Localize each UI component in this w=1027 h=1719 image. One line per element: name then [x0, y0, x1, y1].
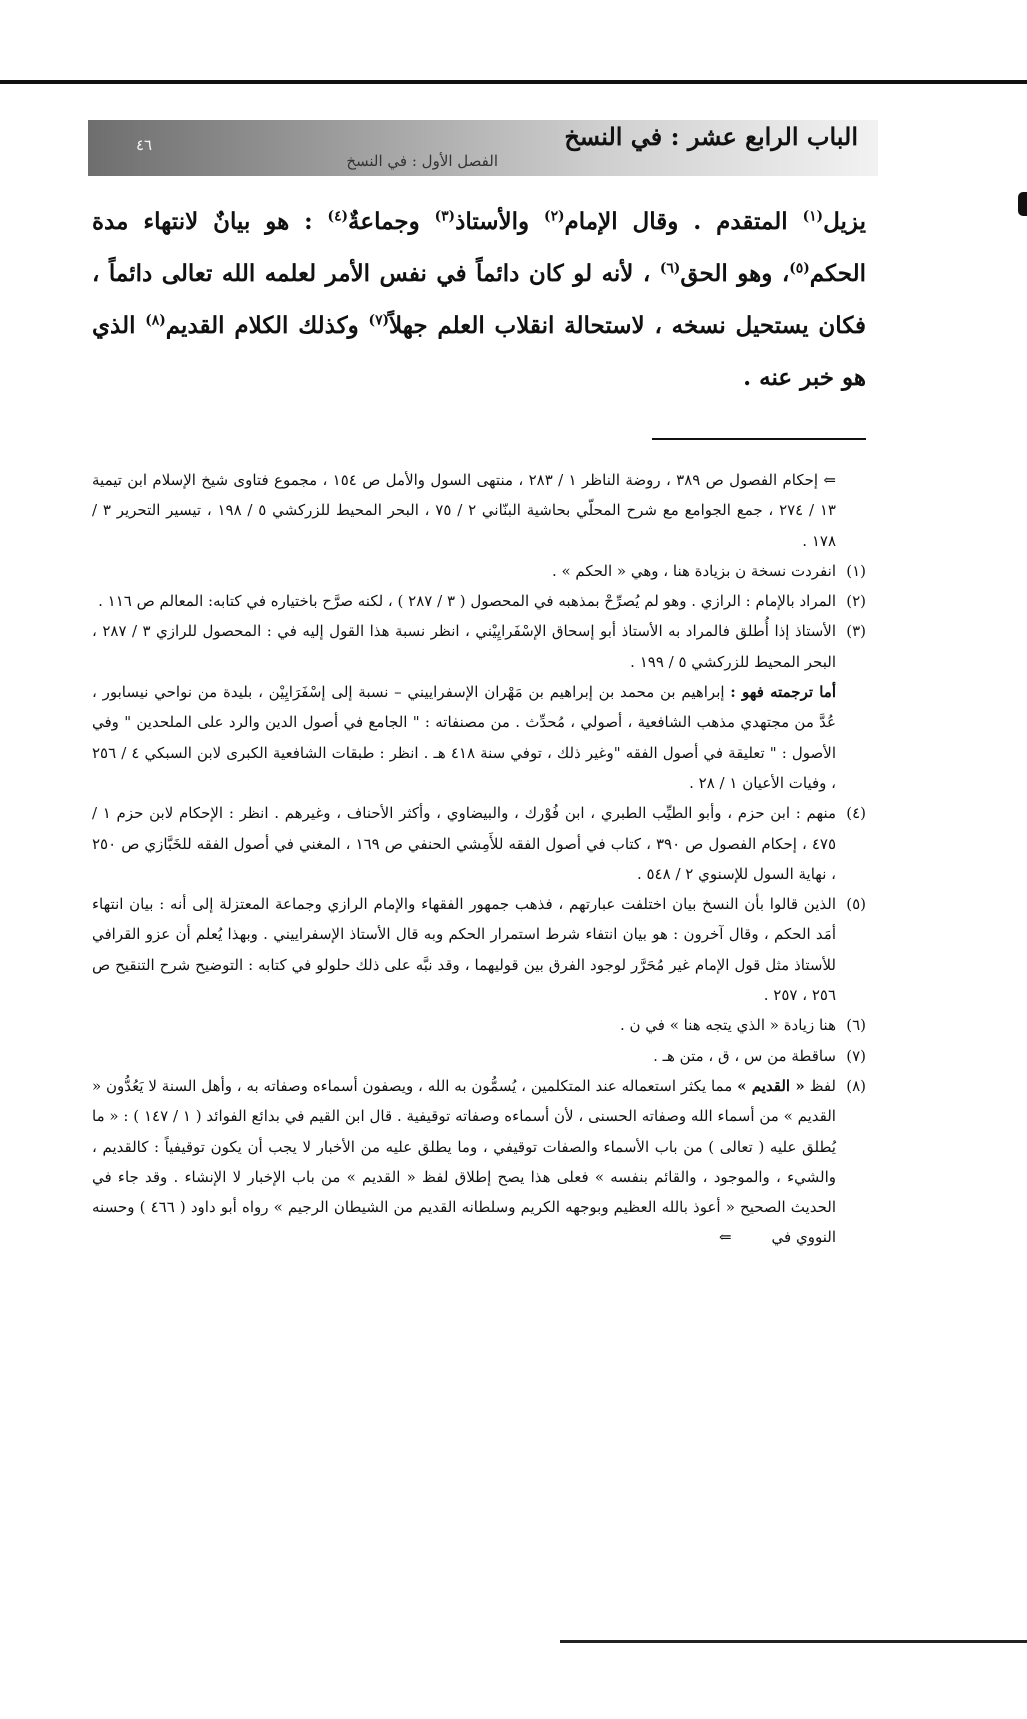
continued-arrow-icon: ⇐: [718, 1228, 732, 1247]
footnote-2: (٢) المراد بالإمام : الرازي . وهو لم يُصرِّحْ بمذهبه في المحصول ( ٣ / ٢٨٧ ) ، لكنه صرَّح باختياره في كتابه: المعالم ص ١١٦ .: [92, 586, 866, 616]
footnotes: [92, 465, 866, 1253]
footnote-number: (٥): [846, 895, 866, 914]
footnote-number: (٢): [846, 592, 866, 611]
footnote-3: (٣) الأستاذ إذا أُطلق فالمراد به الأستاذ أبو إسحاق الإسْفَرايِيْني ، انظر نسبة هذا القول إليه في : المحصول للرازي ٣ / ٢٨٧ ، البحر المحيط للزركشي ٥ / ١٩٩ .: [92, 616, 866, 677]
chapter-title: الباب الرابع عشر : في النسخ: [564, 122, 858, 151]
footnote-number: (٦): [846, 1016, 866, 1035]
footnote-6: (٦) هنا زيادة « الذي يتجه هنا » في ن .: [92, 1010, 866, 1040]
footnote-7: (٧) ساقطة من س ، ق ، متن هـ .: [92, 1041, 866, 1071]
footnote-ref[interactable]: (٨): [145, 312, 166, 329]
footnote-ref[interactable]: (٦): [659, 260, 681, 277]
footnote-number: (٧): [846, 1046, 866, 1065]
running-header: [88, 120, 878, 176]
footnote-8: (٨) لفظ « القديم » مما يكثر استعماله عند المتكلمين ، يُسمُّون به الله ، ويصفون أسماءه وصفاته به ، وأهل السنة لا يَعُدُّون « القديم » من أسماء الله وصفاته الحسنى ، لأن أسماءه وصفاته توقيفية . قال ابن القيم في بدائع الفوائد ( ١ / ١٤٧ ) : « ما يُطلق عليه ( تعالى ) من باب الأسماء والصفات توقيفي ، وما يطلق عليه من الأخبار لا يجب أن يكون توقيفياً : كالقديم ، والشيء ، والموجود ، والقائم بنفسه » فعلى هذا يصح إطلاق لفظ « القديم » من باب الإخبار لا الإنشاء . وقد جاء في الحديث الصحيح « أعوذ بالله العظيم وبوجهه الكريم وسلطانه القديم من الشيطان الرجيم » رواه أبو داود ( ٤٦٦ ) وحسنه النووي في⇐: [92, 1071, 866, 1253]
bottom-rule: [560, 1640, 1027, 1643]
footnote-4: (٤) منهم : ابن حزم ، وأبو الطيِّب الطبري ، ابن فُوْرك ، والبيضاوي ، وأكثر الأحناف ، وغيرهم . انظر : الإحكام لابن حزم ١ / ٤٧٥ ، إحكام الفصول ص ٣٩٠ ، كتاب في أصول الفقه للأَمِشي الحنفي ص ١٦٩ ، المغني في أصول الفقه للخَبَّازي ص ٢٥٠ ، نهاية السول للإسنوي ٢ / ٥٤٨ .: [92, 798, 866, 889]
footnote-ref[interactable]: (٣): [434, 208, 456, 225]
footnote-number: (٨): [846, 1076, 866, 1095]
footnote-separator: [652, 438, 866, 440]
footnote-ref[interactable]: (٥): [789, 260, 810, 277]
page-number: ٤٦: [136, 136, 153, 154]
top-rule: [0, 80, 1027, 84]
footnote-ref[interactable]: (١): [802, 208, 824, 225]
footnote-ref[interactable]: (٤): [327, 208, 349, 225]
section-title: الفصل الأول : في النسخ: [346, 152, 498, 170]
page-edge-mark: [1018, 192, 1027, 216]
footnote-number: (٣): [846, 622, 866, 641]
main-paragraph: يزيل$^{(١)}$ المتقدم . وقال الإمام$^{(٢)}$ والأستاذ$^{(٣)}$ وجماعةٌ$^{(٤)}$ : هو بيانٌ لانتهاء مدة الحكم$^{(٥)}$، وهو الحق$^{(٦)}$ ، لأنه لو كان دائماً في نفس الأمر لعلمه الله تعالى دائماً ، فكان يستحيل نسخه ، لاستحالة انقلاب العلم جهلاً$^{(٧)}$ وكذلك الكلام القديم$^{(٨)}$ الذي هو خبر عنه .: [92, 208, 867, 391]
footnote-1: (١) انفردت نسخة ن بزيادة هنا ، وهي « الحكم » .: [92, 556, 866, 586]
biography-label: أما ترجمته فهو :: [730, 683, 836, 702]
footnote-number: (٤): [846, 804, 866, 823]
footnote-ref[interactable]: (٧): [368, 312, 390, 329]
footnote-ref[interactable]: (٢): [544, 208, 565, 225]
footnote-number: (١): [846, 561, 866, 580]
footnote-continuation: ⇐ إحكام الفصول ص ٣٨٩ ، روضة الناظر ١ / ٢٨٣ ، منتهى السول والأمل ص ١٥٤ ، مجموع فتاوى شيخ الإسلام ابن تيمية ١٣ / ٢٧٤ ، جمع الجوامع مع شرح المحلّي بحاشية البنّاني ٢ / ٧٥ ، البحر المحيط للزركشي ٥ / ١٩٨ ، تيسير التحرير ٣ / ١٧٨ .: [92, 471, 837, 550]
footnote-5: (٥) الذين قالوا بأن النسخ بيان اختلفت عبارتهم ، فذهب جمهور الفقهاء والإمام الرازي وجماعة المعتزلة إلى أنه : بيان انتهاء أمَد الحكم ، وقال آخرون : هو بيان انتفاء شرط استمرار الحكم وبه قال الأستاذ الإسفراييني . وبهذا يُعلم أن عزو القرافي للأستاذ مثل قول الإمام غير مُحَرَّر لوجود الفرق بين قوليهما ، وقد نبَّه على ذلك حلولو في كتابه : التوضيح شرح التنقيح ص ٢٥٦ ، ٢٥٧ .: [92, 889, 866, 1010]
footnote-3-biography: أما ترجمته فهو : إبراهيم بن محمد بن إبراهيم بن مَهْران الإسفراييني – نسبة إلى إسْفَرَايِيْن ، بليدة من نواحي نيسابور ، عُدَّ من مجتهدي مذهب الشافعية ، أصولي ، مُحدِّث . من مصنفاته : " الجامع في أصول الدين والرد على الملحدين " وفي الأصول : " تعليقة في أصول الفقه "وغير ذلك ، توفي سنة ٤١٨ هـ . انظر : طبقات الشافعية الكبرى لابن السبكي ٤ / ٢٥٦ ، وفيات الأعيان ١ / ٢٨ .: [92, 683, 836, 792]
